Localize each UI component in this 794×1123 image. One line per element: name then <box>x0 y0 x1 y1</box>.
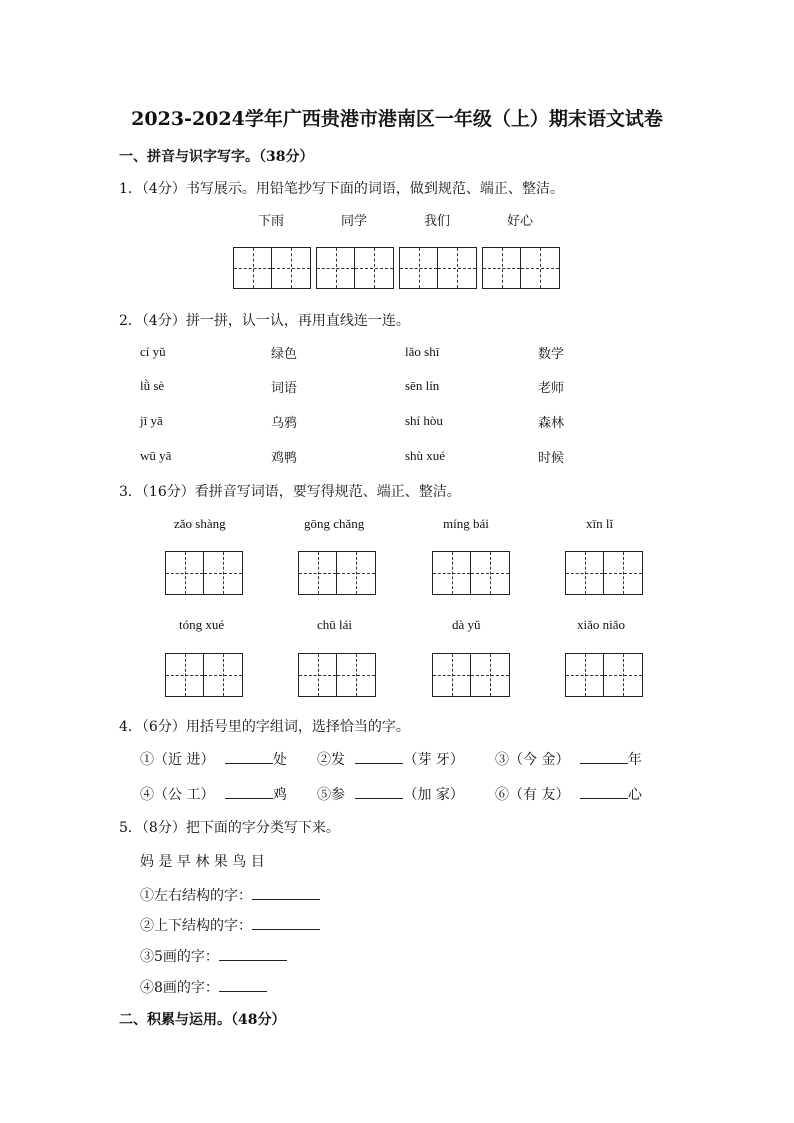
answer-blank[interactable] <box>219 991 267 992</box>
q4-suffix: 处 <box>272 752 287 768</box>
q1-word: 好心 <box>507 214 534 229</box>
pinyin: sēn lín <box>405 378 440 393</box>
pinyin: xiǎo niǎo <box>577 617 626 632</box>
q4-item-3 <box>495 749 642 769</box>
answer-blank[interactable] <box>225 798 273 799</box>
section-1-heading: 一、拼音与识字写字。（38分） <box>119 149 314 165</box>
word-option[interactable]: 词语 <box>271 381 298 396</box>
answer-blank[interactable] <box>219 960 287 961</box>
pinyin: wū yā <box>140 448 172 463</box>
q4-item-6 <box>495 784 642 804</box>
pinyin: míng bái <box>443 516 489 531</box>
writing-grid[interactable] <box>565 551 643 595</box>
q4-suffix: 鸡 <box>272 787 287 803</box>
pinyin: lǜ sè <box>140 378 165 393</box>
pinyin: shù xué <box>405 448 446 463</box>
writing-grid[interactable] <box>316 247 394 289</box>
writing-grid[interactable] <box>399 247 477 289</box>
answer-blank[interactable] <box>355 763 403 764</box>
pinyin: tóng xué <box>179 617 225 632</box>
answer-blank[interactable] <box>580 798 628 799</box>
q4-item-2 <box>317 749 464 769</box>
writing-grid[interactable] <box>432 551 510 595</box>
q4-option: ④（公 工） <box>140 787 215 803</box>
writing-grid[interactable] <box>432 653 510 697</box>
q4-suffix: （加 家） <box>403 787 464 803</box>
q1-word: 同学 <box>341 214 368 229</box>
pinyin: cí yǔ <box>140 344 166 359</box>
q5-label: ①左右结构的字： <box>140 888 252 904</box>
writing-grid[interactable] <box>165 551 243 595</box>
writing-grid[interactable] <box>482 247 560 289</box>
q5-label: ②上下结构的字： <box>140 918 252 934</box>
answer-blank[interactable] <box>252 929 320 930</box>
writing-grid[interactable] <box>165 653 243 697</box>
q5-item <box>140 946 287 966</box>
word-option[interactable]: 数学 <box>538 347 565 362</box>
character-list: 妈 是 早 林 果 鸟 目 <box>140 854 265 870</box>
q5-item <box>140 915 320 935</box>
pinyin: lǎo shī <box>405 344 440 359</box>
q4-item-1 <box>140 749 287 769</box>
question-5-text: 5．（8分）把下面的字分类写下来。 <box>119 820 340 836</box>
q4-option: ⑤参 <box>317 787 345 803</box>
page-title: 2023-2024学年广西贵港市港南区一年级（上）期末语文试卷 <box>131 108 663 130</box>
q4-option: ⑥（有 友） <box>495 787 570 803</box>
question-1-text: 1．（4分）书写展示。用铅笔抄写下面的词语，做到规范、端正、整洁。 <box>119 181 564 197</box>
pinyin: dà yǔ <box>452 617 481 632</box>
answer-blank[interactable] <box>252 899 320 900</box>
pinyin: gōng chǎng <box>304 516 365 531</box>
pinyin: xīn lǐ <box>586 516 614 531</box>
writing-grid[interactable] <box>233 247 311 289</box>
q4-option: ①（近 进） <box>140 752 215 768</box>
answer-blank[interactable] <box>355 798 403 799</box>
question-4-text: 4．（6分）用括号里的字组词，选择恰当的字。 <box>119 719 410 735</box>
q5-label: ④8画的字： <box>140 980 219 996</box>
pinyin: jī yā <box>140 413 163 428</box>
q1-word: 我们 <box>424 214 451 229</box>
q4-suffix: 心 <box>627 787 642 803</box>
q4-option: ②发 <box>317 752 345 768</box>
answer-blank[interactable] <box>225 763 273 764</box>
word-option[interactable]: 森林 <box>538 416 565 431</box>
word-option[interactable]: 老师 <box>538 381 565 396</box>
writing-grid[interactable] <box>565 653 643 697</box>
q4-option: ③（今 金） <box>495 752 570 768</box>
pinyin: zǎo shàng <box>174 516 226 531</box>
question-2-text: 2．（4分）拼一拼，认一认，再用直线连一连。 <box>119 313 410 329</box>
q5-label: ③5画的字： <box>140 949 219 965</box>
word-option[interactable]: 乌鸦 <box>271 416 298 431</box>
section-2-heading: 二、积累与运用。（48分） <box>119 1012 286 1028</box>
question-3-text: 3．（16分）看拼音写词语，要写得规范、端正、整洁。 <box>119 484 461 500</box>
q5-item <box>140 885 320 905</box>
q5-item <box>140 977 267 997</box>
q4-suffix: （芽 牙） <box>403 752 464 768</box>
word-option[interactable]: 鸡鸭 <box>271 451 298 466</box>
q4-suffix: 年 <box>627 752 642 768</box>
answer-blank[interactable] <box>580 763 628 764</box>
q4-item-5 <box>317 784 464 804</box>
q4-item-4 <box>140 784 287 804</box>
pinyin: chū lái <box>317 617 353 632</box>
writing-grid[interactable] <box>298 653 376 697</box>
word-option[interactable]: 时候 <box>538 451 565 466</box>
writing-grid[interactable] <box>298 551 376 595</box>
q1-word: 下雨 <box>258 214 285 229</box>
word-option[interactable]: 绿色 <box>271 347 298 362</box>
pinyin: shí hòu <box>405 413 443 428</box>
